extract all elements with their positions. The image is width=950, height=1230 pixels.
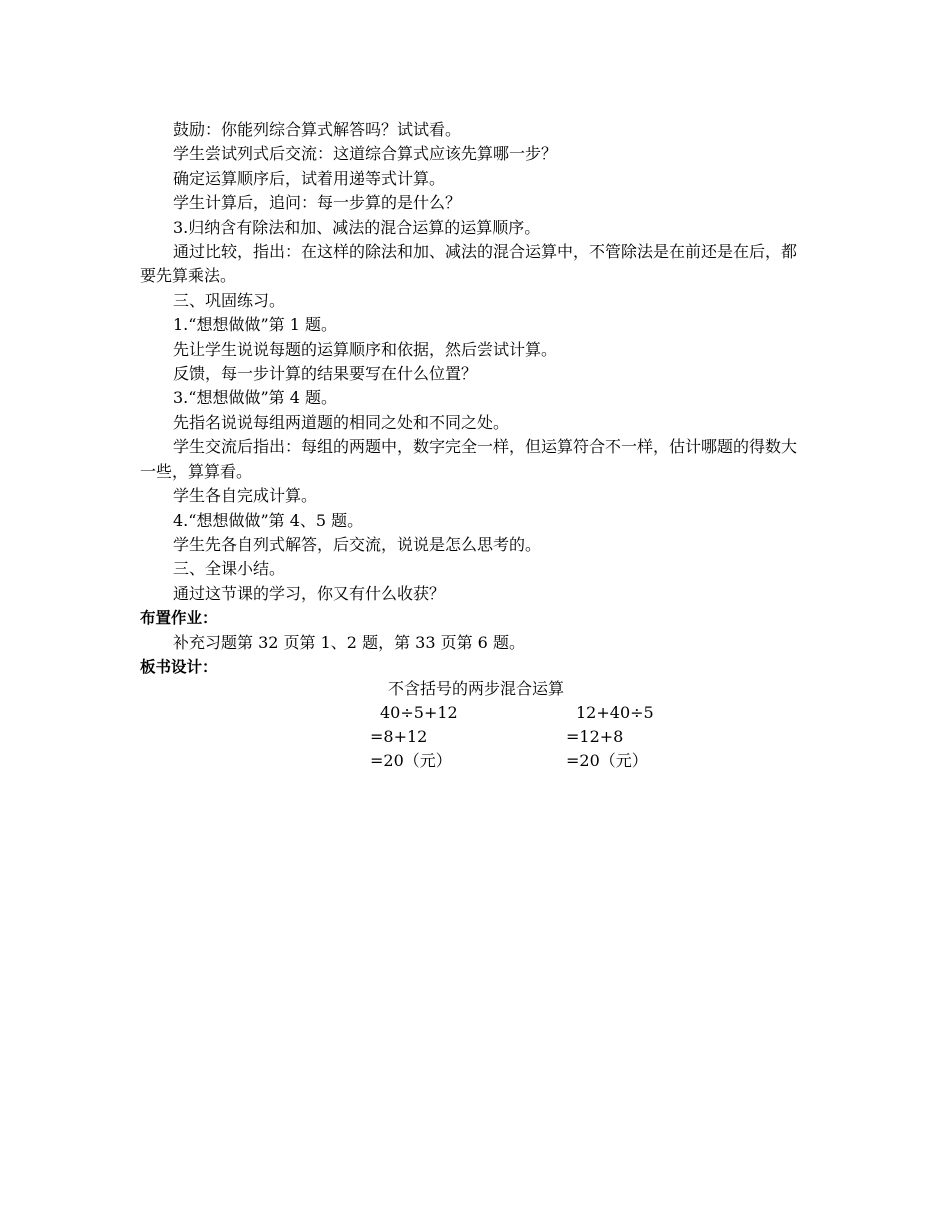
paragraph: 学生计算后，追问：每一步算的是什么？ bbox=[173, 193, 462, 213]
paragraph: 3.归纳含有除法和加、减法的混合运算的运算顺序。 bbox=[173, 217, 541, 237]
paragraph: 确定运算顺序后，试着用递等式计算。 bbox=[173, 168, 446, 188]
board-left-step: =8+12 bbox=[370, 727, 428, 746]
paragraph: 3.“想想做做”第 4 题。 bbox=[173, 388, 337, 408]
section-heading: 三、巩固练习。 bbox=[173, 290, 286, 310]
paragraph: 先指名说说每组两道题的相同之处和不同之处。 bbox=[173, 412, 510, 432]
board-left-result: =20（元） bbox=[370, 751, 452, 770]
paragraph: 鼓励：你能列综合算式解答吗？试试看。 bbox=[173, 120, 462, 139]
paragraph: 4.“想想做做”第 4、5 题。 bbox=[173, 510, 364, 530]
board-title: 不含括号的两步混合运算 bbox=[388, 679, 565, 698]
board-left-expression: 40÷5+12 bbox=[380, 703, 458, 722]
paragraph: 学生各自完成计算。 bbox=[173, 486, 318, 506]
paragraph: 学生先各自列式解答，后交流，说说是怎么思考的。 bbox=[173, 534, 542, 554]
paragraph: 学生交流后指出：每组的两题中，数字完全一样，但运算符合不一样，估计哪题的得数大一些，算算看。 bbox=[140, 437, 798, 481]
paragraph: 通过这节课的学习，你又有什么收获？ bbox=[173, 583, 446, 603]
board-right-result: =20（元） bbox=[566, 751, 648, 770]
paragraph: 反馈，每一步计算的结果要写在什么位置？ bbox=[173, 364, 478, 384]
paragraph: 先让学生说说每题的运算顺序和依据，然后尝试计算。 bbox=[173, 339, 558, 359]
section-heading: 三、全课小结。 bbox=[173, 559, 286, 579]
board-right-expression: 12+40÷5 bbox=[576, 703, 654, 722]
paragraph: 通过比较，指出：在这样的除法和加、减法的混合运算中，不管除法是在前还是在后，都要先算乘法。 bbox=[140, 242, 798, 286]
homework-heading: 布置作业： bbox=[140, 609, 218, 628]
board-right-step: =12+8 bbox=[566, 727, 624, 746]
paragraph: 学生尝试列式后交流：这道综合算式应该先算哪一步？ bbox=[173, 144, 558, 164]
board-design-heading: 板书设计： bbox=[140, 657, 218, 676]
paragraph: 1.“想想做做”第 1 题。 bbox=[173, 315, 337, 335]
homework-text: 补充习题第 32 页第 1、2 题，第 33 页第 6 题。 bbox=[173, 632, 525, 652]
lesson-body bbox=[140, 118, 812, 679]
